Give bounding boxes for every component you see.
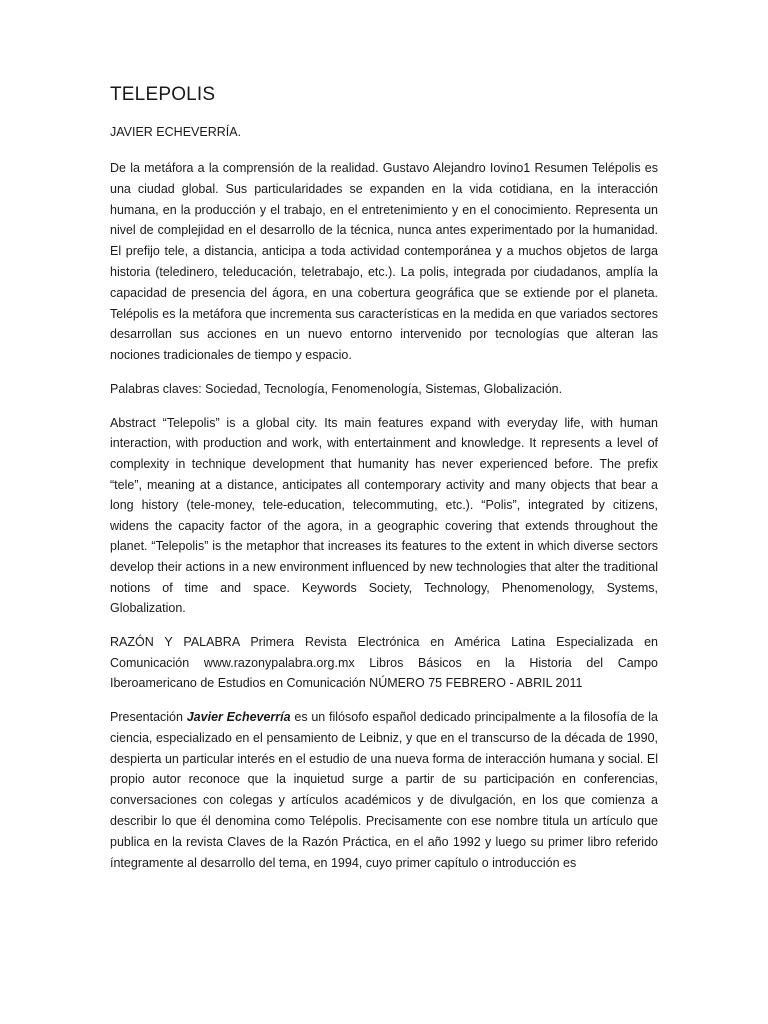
keywords-paragraph: Palabras claves: Sociedad, Tecnología, Fenomenología, Sistemas, Globalización.	[110, 381, 563, 396]
journal-info-paragraph: RAZÓN Y PALABRA Primera Revista Electrónica en América Latina Especializada en Comunicación www.razonypalabra.org.mx Libros Básicos en la Historia del Campo Iberoamericano de Estudios en Comunicación NÚMERO 75 FEBRERO - ABRIL 2011	[110, 634, 658, 691]
presentation-paragraph	[110, 707, 658, 873]
resumen-paragraph: De la metáfora a la comprensión de la realidad. Gustavo Alejandro Iovino1 Resumen Telépolis es una ciudad global. Sus particularidades se expanden en la vida cotidiana, en la interacción humana, en la producción y el trabajo, en el entretenimiento y en el conocimiento. Representa un nivel de complejidad en el desarrollo de la técnica, nunca antes experimentado por la humanidad. El prefijo tele, a distancia, anticipa a toda actividad contemporánea y a muchos objetos de larga historia (teledinero, teleducación, teletrabajo, etc.). La polis, integrada por ciudadanos, amplía la capacidad de presencia del ágora, en una cobertura geográfica que se extiende por el planeta. Telépolis es la metáfora que incrementa sus características en la medida en que variados sectores desarrollan sus acciones en un nuevo entorno intervenido por tecnologías que alteran las nociones tradicionales de tiempo y espacio.	[110, 161, 658, 363]
presentation-lead: Presentación	[110, 710, 187, 725]
presentation-body: es un filósofo español dedicado principalmente a la filosofía de la ciencia, especializado en el pensamiento de Leibniz, y que en el transcurso de la década de 1990, despierta un particular interés en el estudio de una nueva forma de interacción humana y social. El propio autor reconoce que la inquietud surge a partir de su participación en conferencias, conversaciones con colegas y artículos académicos y de divulgación, en los que comienza a describir lo que él denomina como Telépolis. Precisamente con ese nombre titula un artículo que publica en la revista Claves de la Razón Práctica, en el año 1992 y luego su primer libro referido íntegramente al desarrollo del tema, en 1994, cuyo primer capítulo o introducción es	[110, 710, 658, 870]
presentation-author-name: Javier Echeverría	[186, 710, 291, 725]
author-name: JAVIER ECHEVERRÍA.	[110, 125, 242, 139]
abstract-paragraph: Abstract “Telepolis” is a global city. Its main features expand with everyday life, with human interaction, with production and work, with entertainment and knowledge. It represents a level of complexity in technique development that humanity has never experienced before. The prefix “tele”, meaning at a distance, anticipates all contemporary activity and many objects that bear a long history (tele-money, tele-education, telecommuting, etc.). “Polis”, integrated by citizens, widens the capacity factor of the agora, in a geographic covering that extends throughout the planet. “Telepolis” is the metaphor that increases its features to the extent in which diverse sectors develop their actions in a new environment influenced by new technologies that alter the traditional notions of time and space. Keywords Society, Technology, Phenomenology, Systems, Globalization.	[110, 415, 658, 616]
document-title: TELEPOLIS	[110, 84, 216, 105]
document-page	[110, 84, 658, 886]
